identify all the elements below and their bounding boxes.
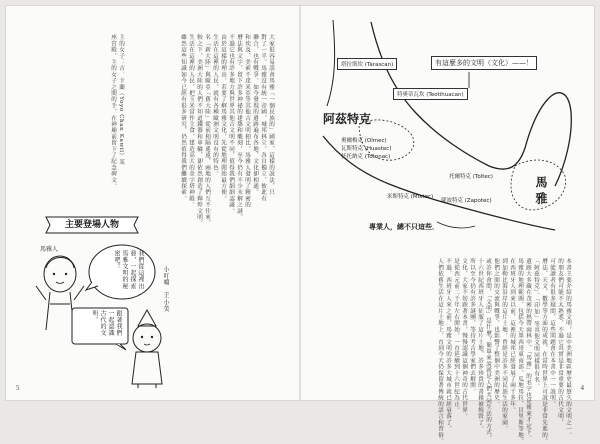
body-line: 較之下，美洲大陸的人們不知道鐵器和車輪，卻依然創造了輝煌文明。 [196, 34, 202, 227]
body-line: 座宮殿，主的女子之間的手，在神廟前留下了紀念碑文。 [110, 34, 116, 190]
body-line: 不過，西班牙人來之前，馬雅文明的許多大城市就已經衰落了， [445, 258, 451, 432]
body-line: 在西班牙人到來以前，這裡的城邦已經發展了兩千多年。 [509, 258, 515, 414]
map-caption-box: 有這麼多的文明（文化）——！ [431, 56, 537, 70]
left-page-body-text [133, 20, 283, 227]
character-2-name: 小叮噹 王小美 [162, 266, 169, 313]
body-line: 由於這樣的理由，若要了解馬雅文化，先從地理開始最方便。 [220, 34, 226, 202]
page-number-left: 5 [16, 384, 20, 392]
body-line: 曆法與文字，留下許多神祕的建築和雕刻，至今仍有不少未解之謎。 [236, 34, 242, 221]
body-line: 到加勒比海沿岸的這片土地，曾經是許多不同民族生活的家園。 [501, 258, 507, 432]
map-label-tarascan: 塔拉斯坎 (Tarascan) [337, 58, 397, 70]
mesoamerica-map [319, 16, 577, 241]
right-page [301, 6, 594, 444]
body-line: 遺跡大多藏在茂密的熱帶雨林中，「馬雅」的名字也是後來才定下。 [525, 258, 531, 442]
map-title-aztec: 阿茲特克 [323, 112, 372, 126]
body-line: 聯合，也有戰爭。如今發現的遺跡遍布各地，文化卻相通。 [252, 34, 258, 196]
body-line: 或許你會問，「文明」是什麼？簡單來說就是人們共同生活的方式。 [485, 258, 491, 442]
body-line: 文化，大家不妨跟著本書，慢慢認識這個神奇的古代世界。 [461, 258, 467, 420]
body-line: 名「新大陸」與歐亞「舊大陸」從前相隔遙遠，兩地的人們互不往來， [204, 34, 210, 227]
body-line: 本書主要介紹的馬雅文明，是中美洲地區歷史最悠久的文明之一。 [565, 258, 571, 439]
body-line: 主的女子：吉．卡蘭（Yoyo Chan Kawil）某 [118, 34, 124, 166]
character-1-name: 馬雅人 [40, 246, 59, 253]
left-page-body-text-tail [110, 20, 133, 210]
map-label-teotihuacan: 特奧蒂瓦坎 (Teotihuacan) [393, 88, 468, 100]
map-label-zapotec: 薩波特克 (Zapotec) [441, 198, 492, 204]
body-line: 人們依舊生活在這片土地上，直到今天仍保留著傳統的語言和習俗。 [437, 258, 443, 444]
map-label-toltec: 托爾特克 (Toltec) [449, 174, 493, 180]
character-1-speech: 我們從這裡出發，一起探索馬雅文明的秘密吧！ [113, 250, 144, 290]
map-label-mixtec: 米斯特克 (Mixtec) [387, 194, 434, 200]
body-line: 十六世紀西班牙人征服了這片土地，許多珍貴的書籍被燒毀了。 [477, 258, 483, 432]
section-title: 主要登場人物 [64, 220, 119, 230]
character-2-speech: 跟著我們一起認識古代的文明。 [91, 310, 122, 337]
body-line: 是從西元前二千年左右開始，一直延續到十六世紀為止。 [453, 258, 459, 414]
map-label-huastec: 瓦斯特克 (Huastec) [341, 146, 392, 152]
body-line: 曆法、天文、數學等方面的成就，在當時世界上可說是非常先進的。 [541, 258, 547, 444]
body-line: 雖然這些知識如今已經有很多研究，仍然值得我們繼續探索。 [180, 34, 186, 202]
body-line: 大家很容易誤會馬雅「一個民族的」國家，這樣的說法，只 [268, 34, 274, 196]
map-bottom-caption: 專業人，總不只這些． [369, 223, 439, 231]
body-line: 可能讀者有很多疑問，這些問題會在本書中一一說明。 [549, 258, 555, 408]
body-line: 生活在這裡的人民，就有各種歐洲文明沒有的特色。 [212, 34, 218, 177]
map-label-olmec: 奧爾梅克 (Olmec) [341, 138, 387, 144]
left-page [6, 6, 299, 400]
book-spread [6, 6, 594, 444]
character-2-illustration [124, 306, 170, 390]
body-line: 的朋友們可能不太熟悉，不過它其實是非常重要的古代文明， [557, 258, 563, 426]
body-line: 他們之間的交流與戰爭，也影響了整個中美洲的歷史。 [493, 258, 499, 408]
body-line: 不過它也有許多地方與世界其他古文明不同，值得我們細細認識。 [228, 34, 234, 215]
body-line: 生活在這裡的人民，把玉米當作主食，建造高大的金字塔神殿。 [188, 34, 194, 208]
page-number-right: 4 [580, 384, 584, 392]
body-line: 「阿茲特克」、「印加」等其他文明同樣很有名。 [533, 258, 539, 390]
body-line: 馬雅的地理範圍，包括今天墨西哥東南部、瓜地馬拉、貝里斯等地。 [517, 258, 523, 444]
body-line: 和埃及、美索不達米亞等其他古文明相比，馬雅人發明了精密的 [244, 34, 250, 208]
body-line: 對了一半。馬雅沒有統一帝國，城邦林立，各自獨立，彼此有 [260, 34, 266, 202]
map-region-maya: 馬雅 [534, 176, 548, 208]
right-page-body-text [316, 244, 580, 444]
body-line: 所以至今仍有許多謎團，等待考古學家們去解開。 [469, 258, 475, 395]
map-label-totonac: 托托納克 (Totonac) [341, 154, 391, 160]
